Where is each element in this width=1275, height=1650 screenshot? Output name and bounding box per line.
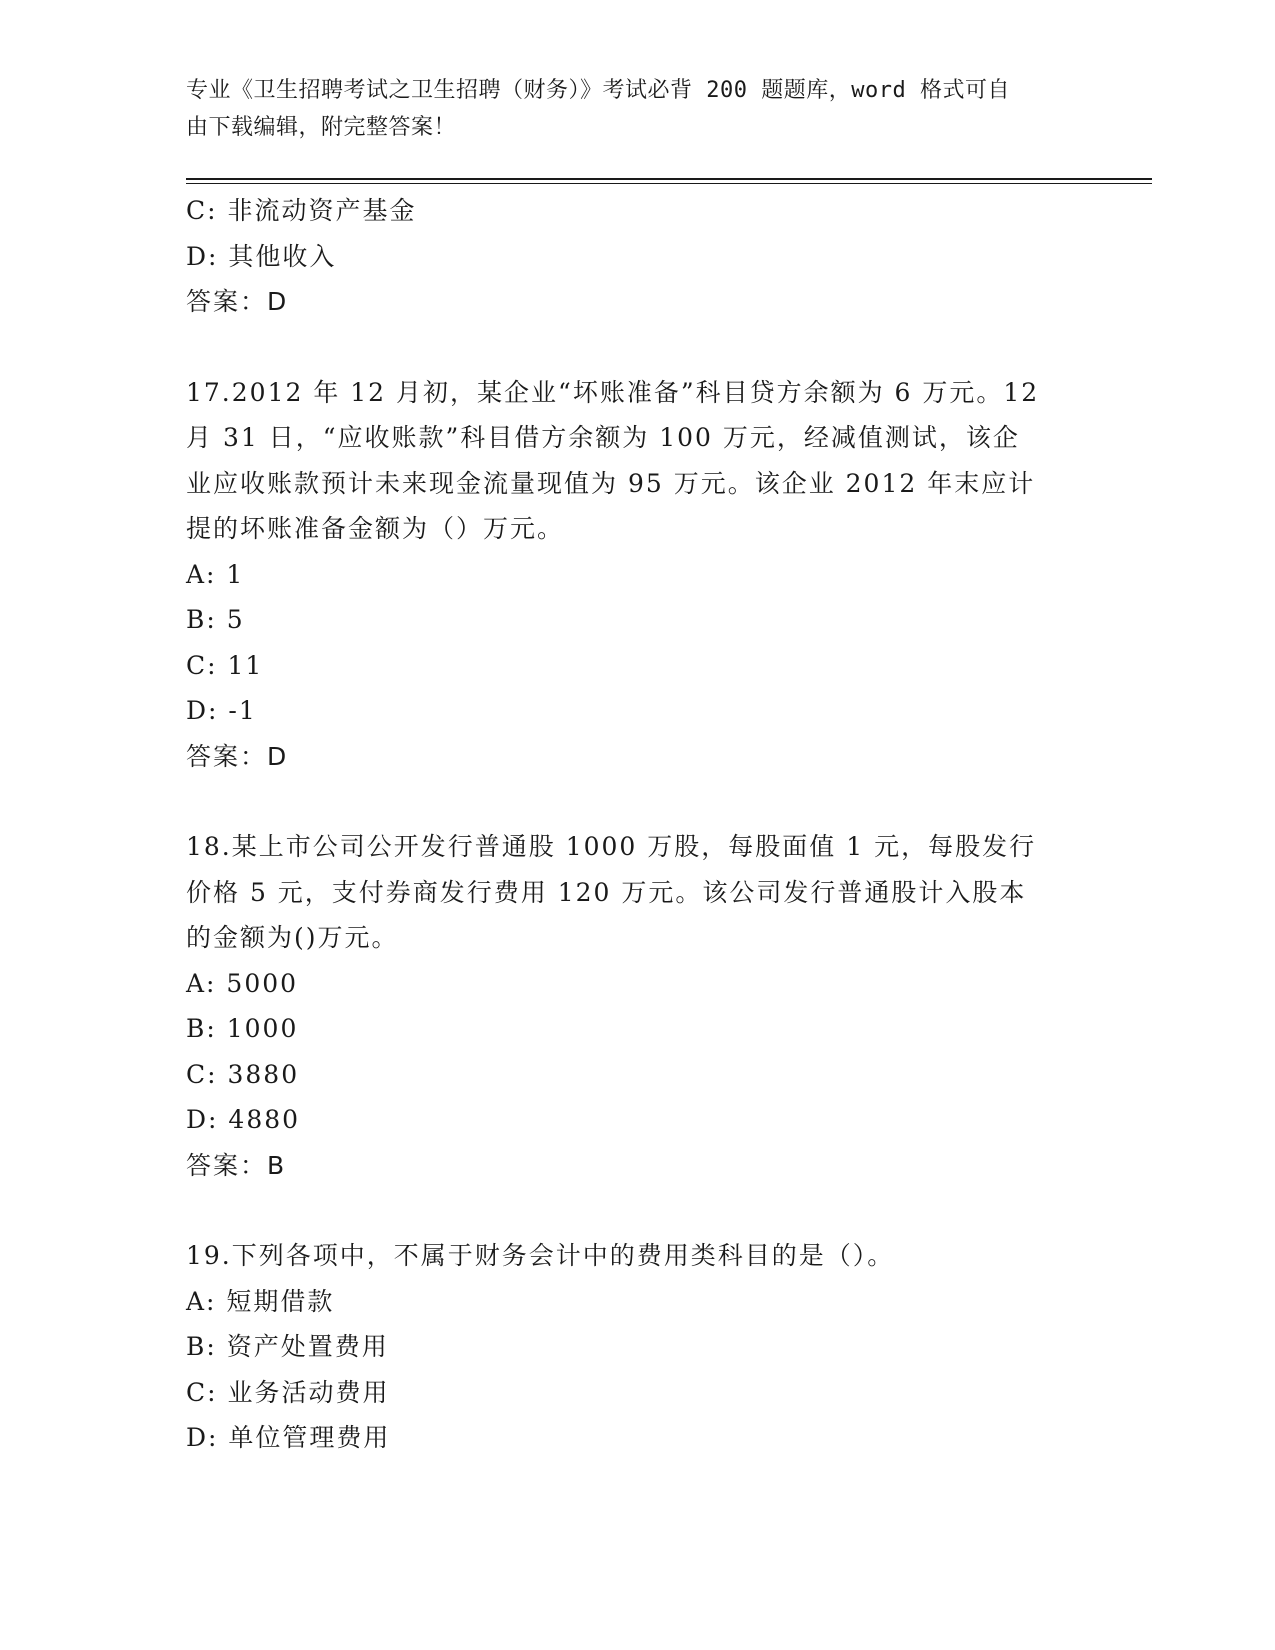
stem-line: 17.2012 年 12 月初，某企业“坏账准备”科目贷方余额为 6 万元。12: [186, 377, 1040, 407]
spacer: [186, 1188, 1086, 1233]
answer-line: 答案：D: [186, 741, 289, 771]
stem-line: 价格 5 元，支付券商发行费用 120 万元。该公司发行普通股计入股本: [186, 877, 1027, 907]
option-c: C: 11: [186, 650, 264, 680]
option-a: A: 1: [186, 559, 245, 589]
answer-line: 答案：D: [186, 287, 289, 316]
option-d: D: 单位管理费用: [186, 1423, 391, 1452]
stem-line: 19.下列各项中，不属于财务会计中的费用类科目的是（）。: [186, 1241, 895, 1270]
spacer: [186, 779, 1086, 824]
stem-line: 18.某上市公司公开发行普通股 1000 万股，每股面值 1 元，每股发行: [186, 832, 1037, 861]
option-d: D: 4880: [186, 1105, 301, 1134]
header-line-1: 专业《卫生招聘考试之卫生招聘（财务）》考试必背 200 题题库，word 格式可自: [186, 78, 1010, 103]
stem-line: 提的坏账准备金额为（）万元。: [186, 514, 565, 543]
option-c: C: 非流动资产基金: [186, 196, 417, 225]
question-18: [186, 824, 1086, 1188]
spacer: [186, 325, 1086, 370]
header-line-2: 由下载编辑，附完整答案！: [186, 115, 457, 140]
answer-line: 答案：B: [186, 1150, 287, 1180]
option-c: C: 业务活动费用: [186, 1377, 390, 1407]
header-rule-thin: [186, 183, 1152, 184]
option-c: C: 3880: [186, 1059, 300, 1089]
question-19: [186, 1233, 1086, 1461]
option-d: D: -1: [186, 696, 257, 725]
document-header: [186, 72, 1066, 146]
question-stem: [186, 1233, 1066, 1279]
option-b: B: 5: [186, 605, 245, 634]
option-b: B: 资产处置费用: [186, 1332, 389, 1361]
question-16-tail: [186, 188, 1086, 325]
option-a: A: 短期借款: [186, 1286, 335, 1316]
question-stem: [186, 370, 1066, 552]
option-b: B: 1000: [186, 1014, 299, 1043]
stem-line: 业应收账款预计未来现金流量现值为 95 万元。该企业 2012 年末应计: [186, 468, 1036, 498]
option-d: D: 其他收入: [186, 241, 337, 271]
header-rule-thick: [186, 178, 1152, 180]
stem-line: 月 31 日，“应收账款”科目借方余额为 100 万元，经减值测试，该企: [186, 423, 1020, 452]
question-17: [186, 370, 1086, 780]
question-stem: [186, 824, 1066, 961]
stem-line: 的金额为()万元。: [186, 923, 399, 952]
option-a: A: 5000: [186, 968, 299, 998]
question-list: [186, 188, 1086, 1461]
